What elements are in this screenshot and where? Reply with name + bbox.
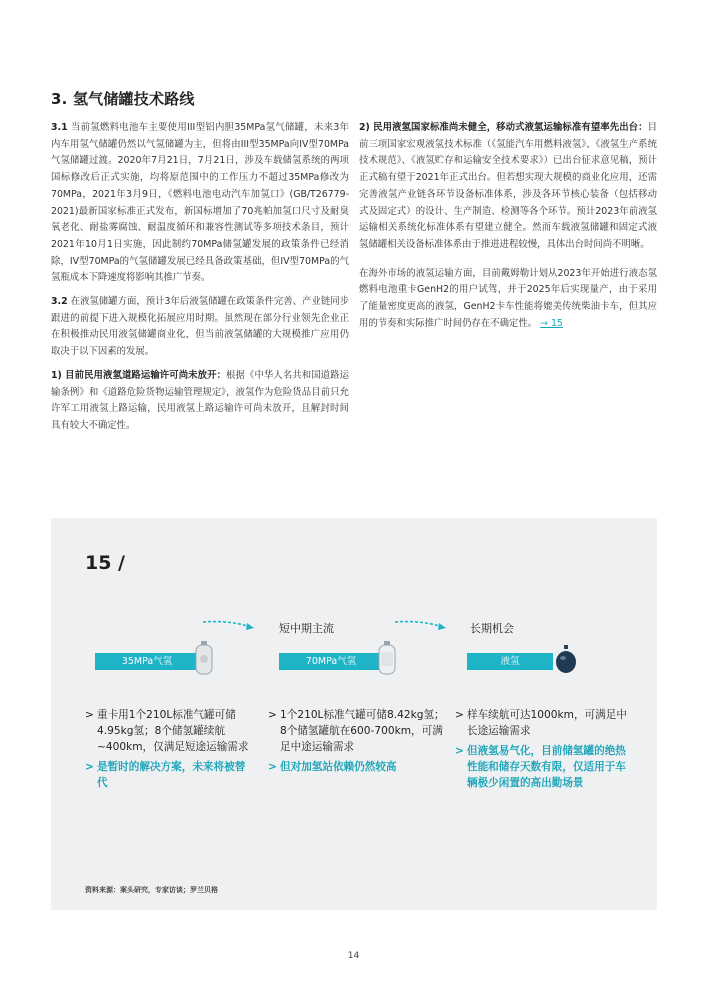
bullet-marker: >	[455, 709, 464, 721]
figure-panel	[51, 518, 657, 910]
paragraph-text: 在海外市场的液氢运输方面，目前戴姆勒计划从2023年开始进行液态氢燃料电池重卡GenH2的用户试驾，并于2025年后实现量产，由于采用了能量密度更高的液氢，GenH2卡车性能将媲美传统柴油卡车，但其应用的节奏和实际推广时间仍存在不确定性。	[359, 267, 657, 329]
list-item: > 样车续航可达1000km，可满足中长途运输需求	[455, 709, 627, 737]
bullet-marker: >	[268, 709, 277, 721]
list-item: > 但液氢易气化，目前储氢罐的绝热性能和储存天数有限，仅适用于车辆极少闲置的高出勤场景	[455, 745, 626, 789]
paragraph-3-2	[51, 294, 349, 361]
column-35mpa	[85, 707, 255, 795]
paragraph-3-1	[51, 120, 349, 287]
figure-link[interactable]: → 15	[540, 317, 563, 329]
stage-label-long: 长期机会	[470, 622, 514, 635]
figure-number: 15 /	[85, 552, 125, 574]
gas-tank-icon	[193, 640, 215, 676]
gas-tank-icon	[376, 640, 398, 676]
list-item: > 1个210L标准气罐可储8.42kg氢；8个储氢罐航在600-700km，可满足中途运输需求	[268, 709, 445, 753]
section-title: 3. 氢气储罐技术路线	[51, 90, 195, 108]
paragraph-text: 目前三项国家宏观液氢技术标准（《氢能汽车用燃料液氢》、《液氢生产系统技术规范》、《液氢贮存和运输安全技术要求》）已出台征求意见稿，预计正式稿有望于2021年正式出台。但若想实现大规模的商业化应用，还需完善液氢产业链各环节设备标准体系，涉及各环节核心装备（包括移动式及固定式）的设计、生产制造、检测等各个环节。预计2023年前液氢运输相关系统化标准体系有望建立健全。然而车载液氢储罐和固定式液氢储罐相关设备标准体系由于推进进程较慢，具体出台时间尚不明晰。	[359, 122, 657, 250]
paragraph-factor-1	[51, 368, 349, 435]
bullet-marker: >	[85, 761, 94, 773]
list-item: > 是暂时的解决方案，未来将被替代	[85, 761, 246, 789]
arrow-right-icon	[201, 618, 257, 632]
page-number: 14	[347, 951, 360, 961]
figure-source: 资料来源：案头研究，专家访谈；罗兰贝格	[85, 886, 218, 894]
paragraph-number: 3.1	[51, 122, 68, 133]
pill-70mpa: 70MPa气氢	[279, 653, 383, 670]
pill-liquid-hydrogen: 液氢	[467, 653, 553, 670]
left-column	[51, 120, 349, 442]
paragraph-overseas	[359, 266, 657, 333]
bullet-marker: >	[455, 745, 464, 757]
liquid-tank-icon	[554, 644, 578, 674]
right-column	[359, 120, 657, 339]
stage-label-mid: 短中期主流	[279, 622, 334, 635]
paragraph-heading: 2) 民用液氢国家标准尚未健全，移动式液氢运输标准有望率先出台：	[359, 122, 648, 133]
paragraph-text: 在液氢储罐方面，预计3年后液氢储罐在政策条件完善、产业链同步跟进的前提下进入规模化拓展应用时期。虽然现在部分行业领先企业正在积极推动民用液氢储罐商业化，但当前液氢储罐的大规模推广应用仍取决于以下因素的发展。	[51, 296, 349, 358]
bullet-marker: >	[85, 709, 94, 721]
arrow-right-icon	[393, 618, 449, 632]
column-70mpa	[268, 707, 446, 779]
list-item: > 但对加氢站依赖仍然较高	[268, 761, 397, 773]
list-item: > 重卡用1个210L标准气罐可储4.95kg氢；8个储氢罐续航~400km，仅满足短途运输需求	[85, 709, 249, 753]
pill-35mpa: 35MPa气氢	[95, 653, 199, 670]
paragraph-text: 当前氢燃料电池车主要使用III型铝内胆35MPa氢气储罐，未来3年内车用氢气储罐仍然以气氢储罐为主，但将由III型35MPa向IV型70MPa气氢储罐过渡。2020年7月21日，7月21日，涉及车载储氢系统的两项国标修改后正式实施，均将原范围中的工作压力不超过35MPa修改为70MPa，2021年3月9日，《燃料电池电动汽车加氢口》(GB/T26779-2021)最新国家标准正式发布，新国标增加了70兆帕加氢口尺寸及耐臭氧老化、耐盐雾腐蚀、耐温度循环和兼容性测试等多项技术条目，预计2021年10月1日实施，因此制约70MPa储氢罐发展的政策条件已经消除，IV型70MPa的气氢储罐发展已经具备政策基础，但IV型70MPa的气氢瓶成本下降速度将影响其推广节奏。	[51, 122, 350, 284]
bullet-marker: >	[268, 761, 277, 773]
paragraph-factor-2	[359, 120, 657, 254]
column-liquid-hydrogen	[455, 707, 627, 795]
paragraph-text: 根据《中华人名共和国道路运输条例》和《道路危险货物运输管理规定》，液氢作为危险货品目前只允许军工用液氢上路运输，民用液氢上路运输许可尚未放开，且解封时间具有较大不确定性。	[51, 369, 349, 431]
paragraph-heading: 1) 目前民用液氢道路运输许可尚未放开：	[51, 369, 227, 381]
paragraph-number: 3.2	[51, 296, 68, 308]
